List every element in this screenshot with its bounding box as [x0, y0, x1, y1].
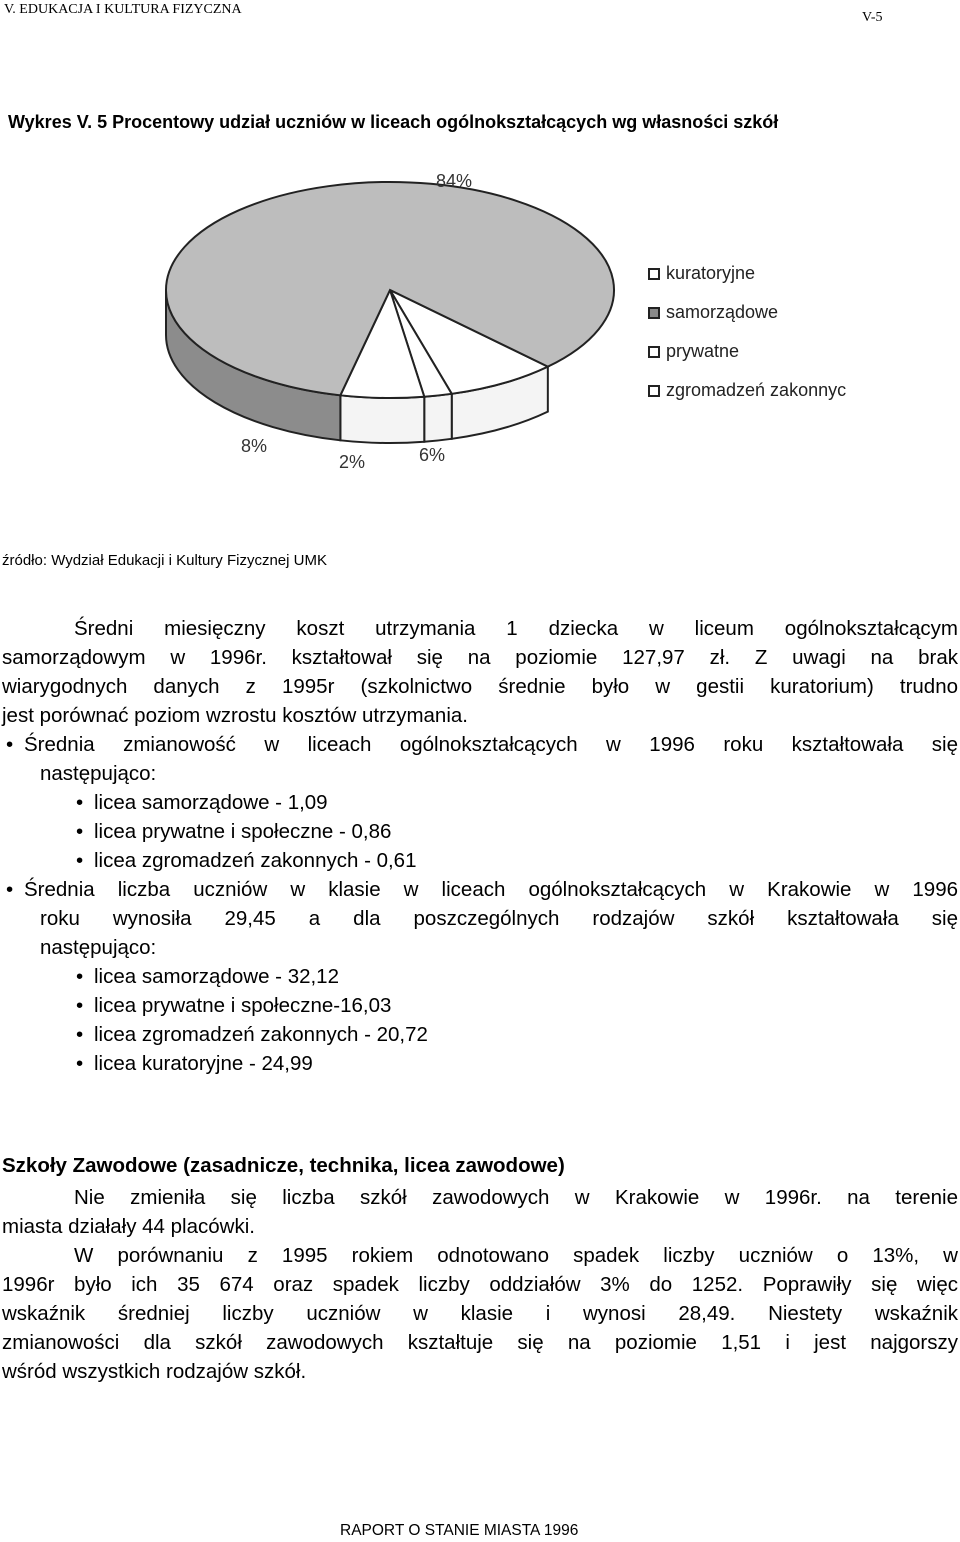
paragraph-line: Średni miesięczny koszt utrzymania 1 dziecka w liceum ogólnokształcącym	[74, 617, 958, 640]
pie-data-label: 6%	[418, 445, 446, 465]
bullet-line: • Średnia zmianowość w liceach ogólnokształcących w 1996 roku kształtowała się	[24, 730, 958, 759]
legend-label: kuratoryjne	[666, 263, 756, 283]
paragraph-line: jest porównać poziom wzrostu kosztów utrzymania.	[2, 704, 468, 727]
pie-data-label: 2%	[338, 452, 366, 472]
legend-swatch	[648, 385, 660, 397]
legend-item-zgromadzen	[648, 371, 846, 410]
legend-item-prywatne	[648, 332, 846, 371]
legend-label: prywatne	[666, 341, 740, 361]
paragraph-line: samorządowym w 1996r. kształtował się na poziomie 127,97 zł. Z uwagi na brak	[2, 646, 958, 669]
paragraph-line: wskaźnik średniej liczby uczniów w klasie i wynosi 28,49. Niestety wskaźnik	[2, 1302, 958, 1325]
chart-title: Wykres V. 5 Procentowy udział uczniów w liceach ogólnokształcących wg własności szkół	[8, 112, 779, 132]
pie-side-zgromadzeń zakonnyc	[424, 394, 451, 442]
pie-data-label: 8%	[240, 436, 268, 456]
list-item: • licea zgromadzeń zakonnych - 0,61	[94, 846, 417, 875]
legend-swatch	[648, 268, 660, 280]
paragraph-line: wiarygodnych danych z 1995r (szkolnictwo średnie było w gestii kuratorium) trudno	[2, 675, 958, 698]
list-item: • licea samorządowe - 1,09	[94, 788, 328, 817]
list-item: • licea kuratoryjne - 24,99	[94, 1049, 313, 1078]
paragraph-line: W porównaniu z 1995 rokiem odnotowano spadek liczby uczniów o 13%, w	[74, 1244, 958, 1267]
legend-item-kuratoryjne	[648, 254, 846, 293]
bullet-line: następująco:	[40, 762, 157, 785]
legend-swatch	[648, 346, 660, 358]
legend-label: samorządowe	[666, 302, 779, 322]
bullet-line: roku wynosiła 29,45 a dla poszczególnych rodzajów szkół kształtowała się	[40, 907, 958, 930]
pie-chart	[150, 165, 630, 495]
bullet-line: następująco:	[40, 936, 157, 959]
pie-data-label: 84%	[435, 171, 473, 191]
paragraph-line: zmianowości dla szkół zawodowych kształtuje się na poziomie 1,51 i jest najgorszy	[2, 1331, 958, 1354]
paragraph-line: wśród wszystkich rodzajów szkół.	[2, 1360, 307, 1383]
legend-swatch	[648, 307, 660, 319]
list-item: • licea prywatne i społeczne-16,03	[94, 991, 391, 1020]
page-number: V-5	[862, 10, 883, 25]
paragraph-line: 1996r było ich 35 674 oraz spadek liczby oddziałów 3% do 1252. Poprawiły się więc	[2, 1273, 958, 1296]
page-header-section: V. EDUKACJA I KULTURA FIZYCZNA	[4, 2, 242, 17]
paragraph-line: miasta działały 44 placówki.	[2, 1215, 255, 1238]
pie-side-prywatne	[340, 395, 424, 443]
list-item: • licea prywatne i społeczne - 0,86	[94, 817, 391, 846]
list-item: • licea zgromadzeń zakonnych - 20,72	[94, 1020, 428, 1049]
chart-legend	[648, 254, 846, 410]
legend-label: zgromadzeń zakonnyc	[666, 380, 847, 400]
bullet-line: • Średnia liczba uczniów w klasie w liceach ogólnokształcących w Krakowie w 1996	[24, 875, 958, 904]
paragraph-line: Nie zmieniła się liczba szkół zawodowych w Krakowie w 1996r. na terenie	[74, 1186, 958, 1209]
legend-item-samorzadowe	[648, 293, 846, 332]
chart-source: źródło: Wydział Edukacji i Kultury Fizycznej UMK	[2, 552, 327, 569]
section-heading: Szkoły Zawodowe (zasadnicze, technika, licea zawodowe)	[2, 1154, 565, 1177]
list-item: • licea samorządowe - 32,12	[94, 962, 339, 991]
page-footer: RAPORT O STANIE MIASTA 1996	[340, 1522, 579, 1539]
